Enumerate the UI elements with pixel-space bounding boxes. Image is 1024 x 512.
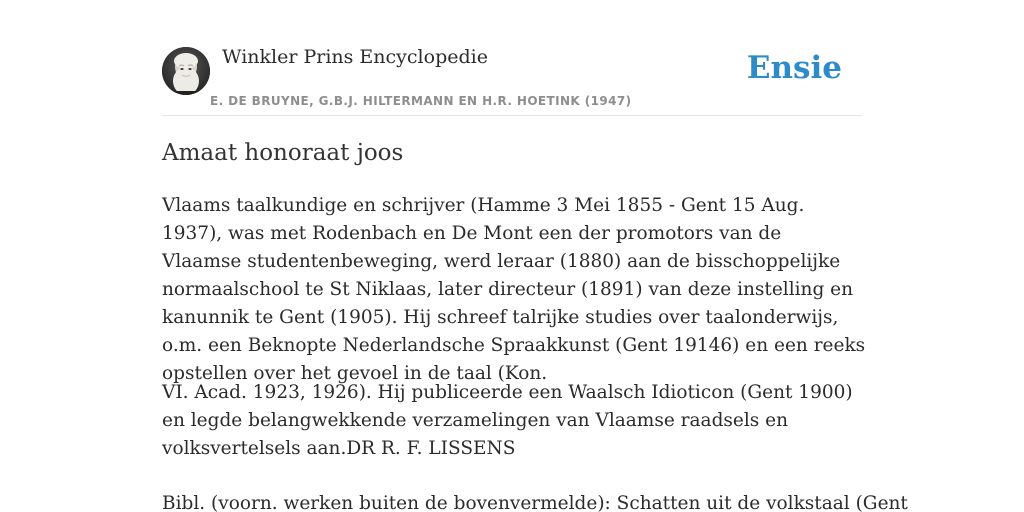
author-avatar[interactable] bbox=[162, 47, 210, 95]
article-title: Amaat honoraat joos bbox=[162, 140, 404, 166]
authors-credit: E. DE BRUYNE, G.B.J. HILTERMANN EN H.R. HOETINK (1947) bbox=[210, 94, 632, 108]
encyclopedia-title[interactable]: Winkler Prins Encyclopedie bbox=[222, 46, 488, 68]
ensie-logo[interactable]: Ensie bbox=[746, 50, 842, 86]
article-paragraph: VI. Acad. 1923, 1926). Hij publiceerde een Waalsch Idioticon (Gent 1900) en legde belangwekkende verzamelingen van Vlaamse raadsels en volksvertelsels aan.DR R. F. LISSENS bbox=[162, 382, 853, 459]
article-page bbox=[162, 0, 908, 512]
page-header bbox=[162, 0, 862, 116]
article-paragraph: Vlaams taalkundige en schrijver (Hamme 3 Mei 1855 - Gent 15 Aug. 1937), was met Rodenbach en De Mont een der promotors van de Vlaamse studentenbeweging, werd leraar (1880) aan de bisschoppelijke normaalschool te St Niklaas, later directeur (1891) van deze instelling en kanunnik te Gent (1905). Hij schreef talrijke studies over taalonderwijs, o.m. een Beknopte Nederlandsche Spraakkunst (Gent 19146) en een reeks opstellen over het gevoel in de taal (Kon. bbox=[162, 195, 866, 384]
author-portrait-image bbox=[162, 47, 210, 95]
article-paragraph: Bibl. (voorn. werken buiten de bovenvermelde): Schatten uit de volkstaal (Gent bbox=[162, 493, 908, 512]
